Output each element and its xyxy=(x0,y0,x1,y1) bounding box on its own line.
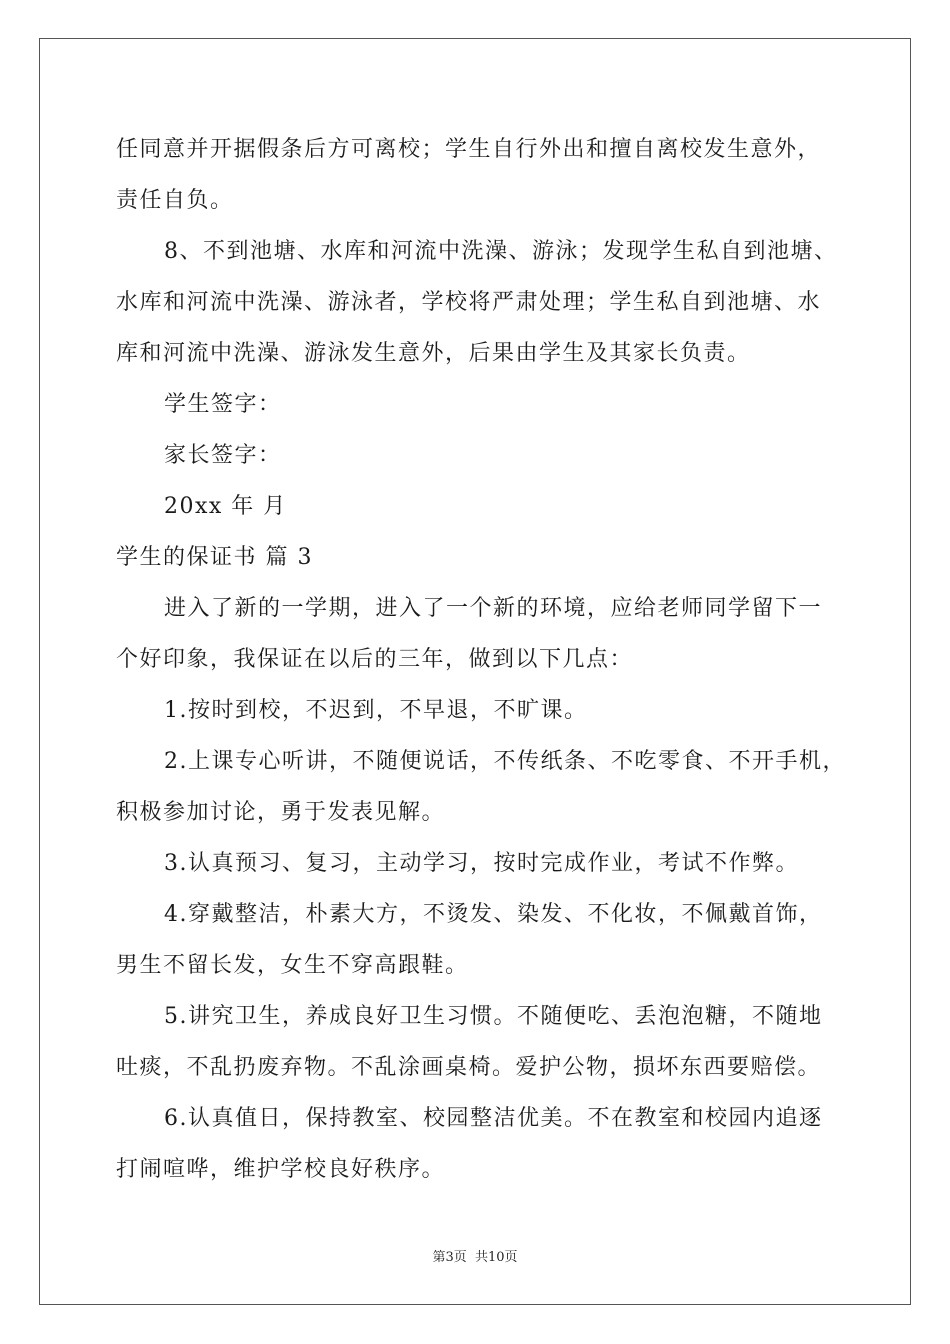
text-line: 水库和河流中洗澡、游泳者，学校将严肃处理；学生私自到池塘、水 xyxy=(116,290,822,315)
text-line: 8、不到池塘、水库和河流中洗澡、游泳；发现学生私自到池塘、 xyxy=(164,239,838,264)
text-line: 吐痰，不乱扔废弃物。不乱涂画桌椅。爱护公物，损坏东西要赔偿。 xyxy=(116,1055,822,1080)
text-line: 4.穿戴整洁，朴素大方，不烫发、染发、不化妆，不佩戴首饰， xyxy=(164,902,823,927)
text-line: 打闹喧哗，维护学校良好秩序。 xyxy=(116,1157,446,1182)
text-line: 5.讲究卫生，养成良好卫生习惯。不随便吃、丢泡泡糖，不随地 xyxy=(164,1004,823,1029)
text-line: 进入了新的一学期，进入了一个新的环境，应给老师同学留下一 xyxy=(164,596,823,621)
text-line: 6.认真值日，保持教室、校园整洁优美。不在教室和校园内追逐 xyxy=(164,1106,823,1131)
text-line: 学生签字： xyxy=(164,392,282,417)
page-total: 共10页 xyxy=(474,1250,518,1265)
text-line: 责任自负。 xyxy=(116,188,234,213)
text-line: 个好印象，我保证在以后的三年，做到以下几点： xyxy=(116,647,634,672)
text-line: 1.按时到校，不迟到，不早退，不旷课。 xyxy=(164,698,588,723)
text-line: 男生不留长发，女生不穿高跟鞋。 xyxy=(116,953,469,978)
text-line: 库和河流中洗澡、游泳发生意外，后果由学生及其家长负责。 xyxy=(116,341,751,366)
text-line: 20xx 年 月 xyxy=(164,494,287,519)
text-line: 积极参加讨论，勇于发表见解。 xyxy=(116,800,446,825)
document-body xyxy=(116,124,856,1195)
text-line: 家长签字： xyxy=(164,443,282,468)
text-line: 任同意并开据假条后方可离校；学生自行外出和擅自离校发生意外， xyxy=(116,137,822,162)
page-number: 第3页 xyxy=(432,1250,467,1265)
page-footer xyxy=(0,1246,950,1265)
text-line: 3.认真预习、复习，主动学习，按时完成作业，考试不作弊。 xyxy=(164,851,799,876)
text-line: 学生的保证书 篇 3 xyxy=(116,545,313,570)
text-line: 2.上课专心听讲，不随便说话，不传纸条、不吃零食、不开手机， xyxy=(164,749,846,774)
